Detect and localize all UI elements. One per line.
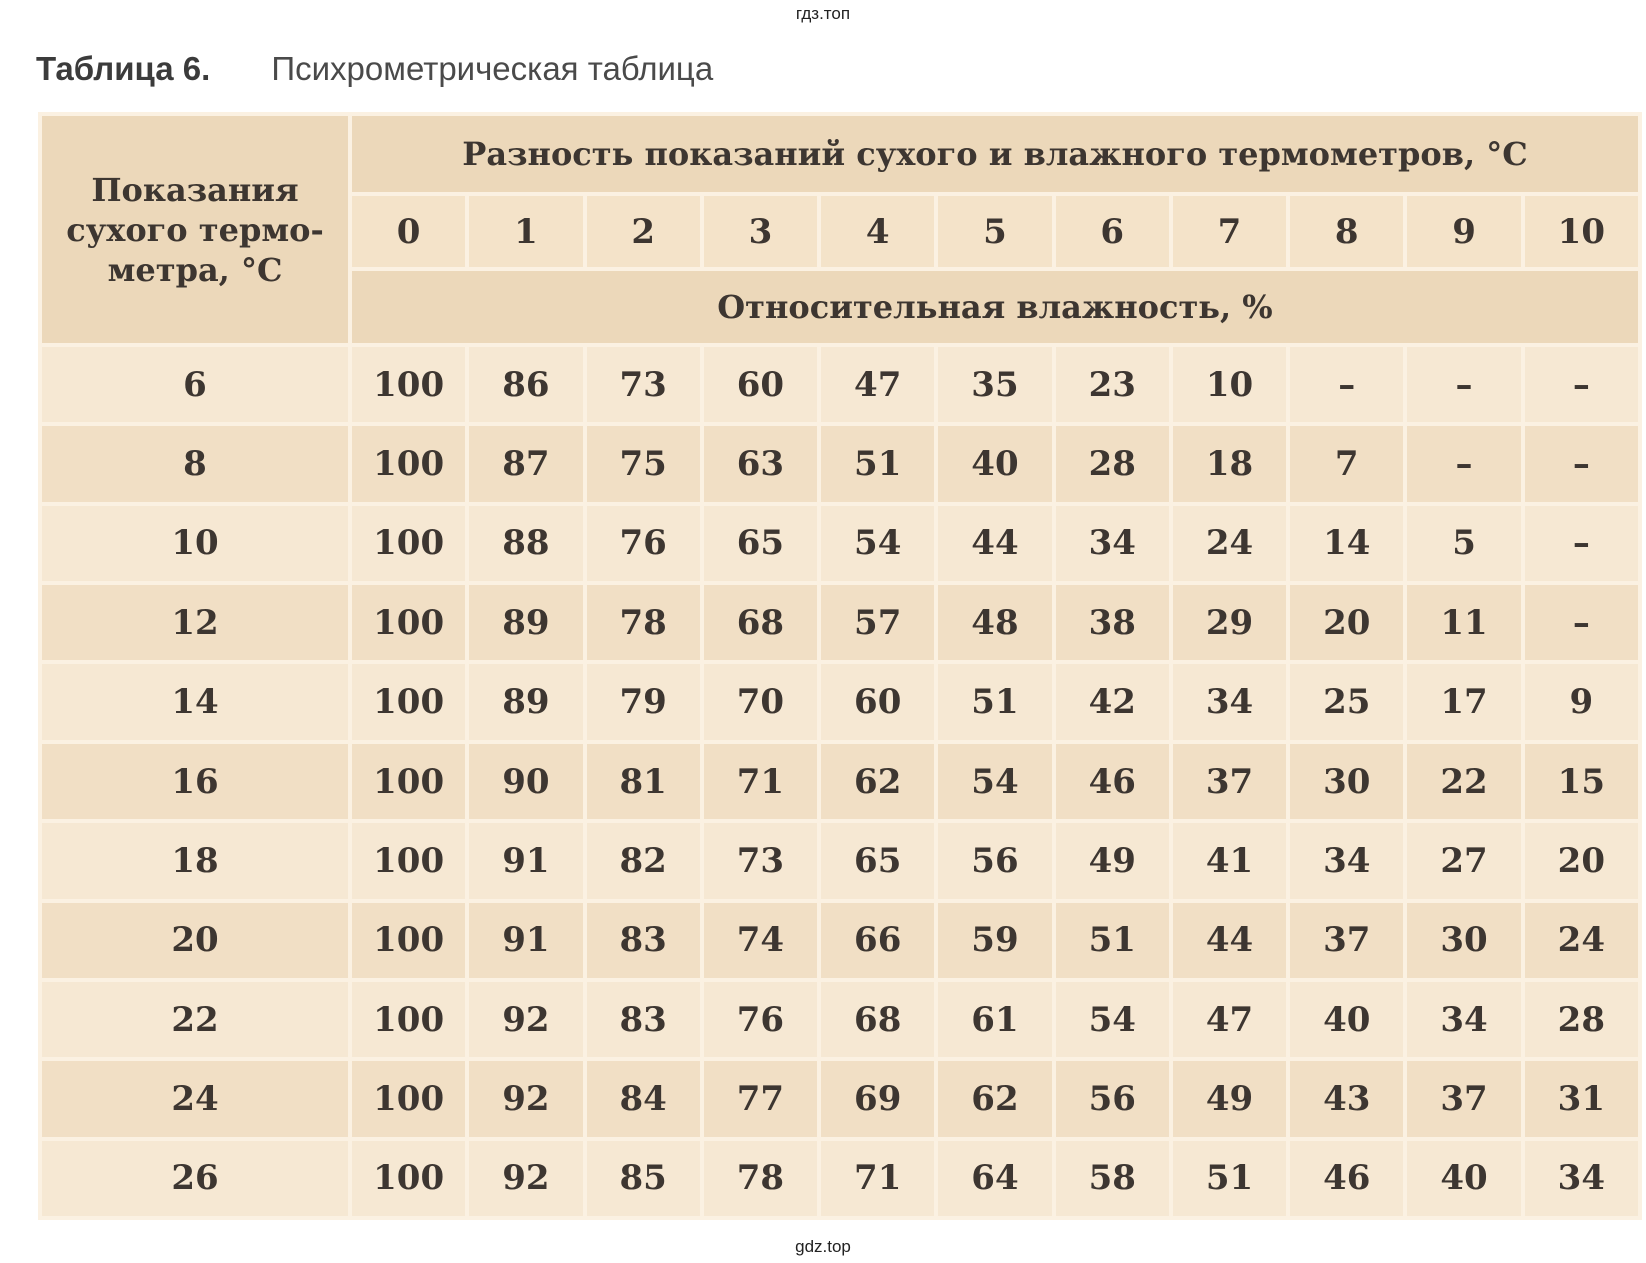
humidity-cell: 49 bbox=[1171, 1059, 1288, 1138]
difference-column-header: 0 bbox=[350, 194, 467, 268]
humidity-cell: 34 bbox=[1171, 662, 1288, 741]
difference-column-header: 9 bbox=[1405, 194, 1522, 268]
humidity-cell: 18 bbox=[1171, 424, 1288, 503]
humidity-cell: 37 bbox=[1288, 901, 1405, 980]
difference-column-header: 4 bbox=[819, 194, 936, 268]
humidity-cell: 100 bbox=[350, 662, 467, 741]
dry-temperature-cell: 14 bbox=[40, 662, 350, 741]
humidity-cell: 63 bbox=[702, 424, 819, 503]
humidity-cell: – bbox=[1523, 583, 1640, 662]
humidity-cell: 100 bbox=[350, 901, 467, 980]
table-row bbox=[40, 662, 1640, 741]
watermark-bottom: gdz.top bbox=[795, 1237, 851, 1256]
table-row bbox=[40, 821, 1640, 900]
humidity-cell: 30 bbox=[1288, 742, 1405, 821]
humidity-cell: 73 bbox=[585, 345, 702, 424]
table-row bbox=[40, 583, 1640, 662]
humidity-cell: 51 bbox=[1171, 1139, 1288, 1218]
humidity-cell: 35 bbox=[936, 345, 1053, 424]
humidity-cell: 34 bbox=[1523, 1139, 1640, 1218]
table-row bbox=[40, 980, 1640, 1059]
humidity-cell: 57 bbox=[819, 583, 936, 662]
humidity-cell: 17 bbox=[1405, 662, 1522, 741]
humidity-cell: 34 bbox=[1288, 821, 1405, 900]
humidity-cell: 27 bbox=[1405, 821, 1522, 900]
dry-thermometer-header: Показания сухого термо- метра, °С bbox=[40, 114, 350, 345]
humidity-cell: 28 bbox=[1523, 980, 1640, 1059]
humidity-cell: 47 bbox=[819, 345, 936, 424]
humidity-cell: 41 bbox=[1171, 821, 1288, 900]
humidity-cell: 90 bbox=[467, 742, 584, 821]
humidity-cell: 100 bbox=[350, 821, 467, 900]
humidity-cell: 44 bbox=[936, 504, 1053, 583]
humidity-cell: 100 bbox=[350, 980, 467, 1059]
humidity-cell: – bbox=[1523, 424, 1640, 503]
humidity-cell: – bbox=[1523, 345, 1640, 424]
dry-temperature-cell: 16 bbox=[40, 742, 350, 821]
humidity-cell: 43 bbox=[1288, 1059, 1405, 1138]
humidity-cell: 42 bbox=[1054, 662, 1171, 741]
humidity-cell: 89 bbox=[467, 662, 584, 741]
humidity-cell: 15 bbox=[1523, 742, 1640, 821]
humidity-cell: 58 bbox=[1054, 1139, 1171, 1218]
humidity-cell: 24 bbox=[1523, 901, 1640, 980]
difference-column-header: 2 bbox=[585, 194, 702, 268]
humidity-cell: 37 bbox=[1405, 1059, 1522, 1138]
humidity-cell: 74 bbox=[702, 901, 819, 980]
humidity-cell: 38 bbox=[1054, 583, 1171, 662]
humidity-cell: 25 bbox=[1288, 662, 1405, 741]
humidity-cell: 40 bbox=[1405, 1139, 1522, 1218]
humidity-cell: 49 bbox=[1054, 821, 1171, 900]
humidity-cell: 51 bbox=[819, 424, 936, 503]
humidity-cell: 5 bbox=[1405, 504, 1522, 583]
table-row bbox=[40, 424, 1640, 503]
humidity-cell: 61 bbox=[936, 980, 1053, 1059]
humidity-cell: 91 bbox=[467, 821, 584, 900]
humidity-cell: 20 bbox=[1288, 583, 1405, 662]
dry-temperature-cell: 24 bbox=[40, 1059, 350, 1138]
humidity-cell: 84 bbox=[585, 1059, 702, 1138]
humidity-cell: 7 bbox=[1288, 424, 1405, 503]
header-row-difference bbox=[40, 114, 1640, 194]
table-row bbox=[40, 1059, 1640, 1138]
humidity-cell: 51 bbox=[936, 662, 1053, 741]
difference-column-header: 10 bbox=[1523, 194, 1640, 268]
humidity-cell: 60 bbox=[819, 662, 936, 741]
humidity-cell: 77 bbox=[702, 1059, 819, 1138]
humidity-cell: 91 bbox=[467, 901, 584, 980]
humidity-cell: 47 bbox=[1171, 980, 1288, 1059]
dry-temperature-cell: 20 bbox=[40, 901, 350, 980]
humidity-cell: 64 bbox=[936, 1139, 1053, 1218]
humidity-cell: 79 bbox=[585, 662, 702, 741]
humidity-cell: 75 bbox=[585, 424, 702, 503]
humidity-cell: 54 bbox=[1054, 980, 1171, 1059]
humidity-cell: 40 bbox=[1288, 980, 1405, 1059]
humidity-cell: 28 bbox=[1054, 424, 1171, 503]
humidity-cell: 22 bbox=[1405, 742, 1522, 821]
humidity-cell: 86 bbox=[467, 345, 584, 424]
humidity-cell: 100 bbox=[350, 345, 467, 424]
humidity-cell: 31 bbox=[1523, 1059, 1640, 1138]
difference-column-header: 6 bbox=[1054, 194, 1171, 268]
dry-temperature-cell: 6 bbox=[40, 345, 350, 424]
humidity-cell: 59 bbox=[936, 901, 1053, 980]
humidity-cell: 100 bbox=[350, 1139, 467, 1218]
humidity-cell: 56 bbox=[1054, 1059, 1171, 1138]
humidity-cell: 56 bbox=[936, 821, 1053, 900]
caption-title: Психрометрическая таблица bbox=[271, 50, 714, 87]
humidity-cell: 71 bbox=[819, 1139, 936, 1218]
humidity-cell: 14 bbox=[1288, 504, 1405, 583]
humidity-cell: 34 bbox=[1054, 504, 1171, 583]
humidity-cell: – bbox=[1405, 345, 1522, 424]
humidity-cell: 62 bbox=[819, 742, 936, 821]
humidity-cell: 66 bbox=[819, 901, 936, 980]
humidity-cell: 46 bbox=[1054, 742, 1171, 821]
humidity-cell: 100 bbox=[350, 742, 467, 821]
humidity-cell: 29 bbox=[1171, 583, 1288, 662]
watermark-top: гдз.топ bbox=[795, 4, 851, 23]
caption-label: Таблица 6. bbox=[36, 50, 211, 87]
dry-temperature-cell: 12 bbox=[40, 583, 350, 662]
table-row bbox=[40, 345, 1640, 424]
table-row bbox=[40, 1139, 1640, 1218]
humidity-cell: 81 bbox=[585, 742, 702, 821]
humidity-cell: 54 bbox=[819, 504, 936, 583]
humidity-cell: 30 bbox=[1405, 901, 1522, 980]
humidity-cell: 100 bbox=[350, 1059, 467, 1138]
humidity-cell: 11 bbox=[1405, 583, 1522, 662]
humidity-cell: 78 bbox=[702, 1139, 819, 1218]
humidity-cell: 69 bbox=[819, 1059, 936, 1138]
psychrometric-table bbox=[38, 112, 1642, 1220]
difference-column-header: 5 bbox=[936, 194, 1053, 268]
table-row bbox=[40, 504, 1640, 583]
humidity-cell: 48 bbox=[936, 583, 1053, 662]
humidity-cell: 23 bbox=[1054, 345, 1171, 424]
humidity-cell: 10 bbox=[1171, 345, 1288, 424]
humidity-cell: 54 bbox=[936, 742, 1053, 821]
humidity-cell: 70 bbox=[702, 662, 819, 741]
difference-column-header: 3 bbox=[702, 194, 819, 268]
humidity-cell: 92 bbox=[467, 980, 584, 1059]
humidity-cell: 87 bbox=[467, 424, 584, 503]
dry-temperature-cell: 18 bbox=[40, 821, 350, 900]
humidity-cell: 73 bbox=[702, 821, 819, 900]
humidity-cell: 68 bbox=[819, 980, 936, 1059]
difference-header: Разность показаний сухого и влажного термометров, °С bbox=[350, 114, 1640, 194]
humidity-cell: 44 bbox=[1171, 901, 1288, 980]
humidity-cell: 51 bbox=[1054, 901, 1171, 980]
humidity-cell: 20 bbox=[1523, 821, 1640, 900]
humidity-cell: 9 bbox=[1523, 662, 1640, 741]
humidity-cell: 83 bbox=[585, 980, 702, 1059]
humidity-cell: – bbox=[1405, 424, 1522, 503]
humidity-cell: 62 bbox=[936, 1059, 1053, 1138]
dry-temperature-cell: 26 bbox=[40, 1139, 350, 1218]
humidity-cell: 92 bbox=[467, 1139, 584, 1218]
humidity-cell: 76 bbox=[702, 980, 819, 1059]
humidity-cell: 100 bbox=[350, 504, 467, 583]
humidity-cell: – bbox=[1523, 504, 1640, 583]
table-row bbox=[40, 742, 1640, 821]
humidity-cell: 82 bbox=[585, 821, 702, 900]
humidity-cell: 24 bbox=[1171, 504, 1288, 583]
humidity-cell: 89 bbox=[467, 583, 584, 662]
humidity-cell: 88 bbox=[467, 504, 584, 583]
table-row bbox=[40, 901, 1640, 980]
humidity-cell: 34 bbox=[1405, 980, 1522, 1059]
humidity-cell: 60 bbox=[702, 345, 819, 424]
dry-temperature-cell: 10 bbox=[40, 504, 350, 583]
humidity-cell: 40 bbox=[936, 424, 1053, 503]
humidity-cell: 100 bbox=[350, 583, 467, 662]
dry-temperature-cell: 8 bbox=[40, 424, 350, 503]
humidity-cell: 85 bbox=[585, 1139, 702, 1218]
humidity-cell: 65 bbox=[819, 821, 936, 900]
humidity-cell: 83 bbox=[585, 901, 702, 980]
humidity-cell: 76 bbox=[585, 504, 702, 583]
humidity-cell: 46 bbox=[1288, 1139, 1405, 1218]
difference-column-header: 7 bbox=[1171, 194, 1288, 268]
dry-temperature-cell: 22 bbox=[40, 980, 350, 1059]
humidity-cell: 71 bbox=[702, 742, 819, 821]
table-caption bbox=[36, 50, 713, 88]
humidity-cell: 65 bbox=[702, 504, 819, 583]
humidity-cell: 37 bbox=[1171, 742, 1288, 821]
humidity-cell: 68 bbox=[702, 583, 819, 662]
humidity-cell: 78 bbox=[585, 583, 702, 662]
relative-humidity-header: Относительная влажность, % bbox=[350, 269, 1640, 345]
difference-column-header: 8 bbox=[1288, 194, 1405, 268]
humidity-cell: 92 bbox=[467, 1059, 584, 1138]
humidity-cell: 100 bbox=[350, 424, 467, 503]
difference-column-header: 1 bbox=[467, 194, 584, 268]
humidity-cell: – bbox=[1288, 345, 1405, 424]
